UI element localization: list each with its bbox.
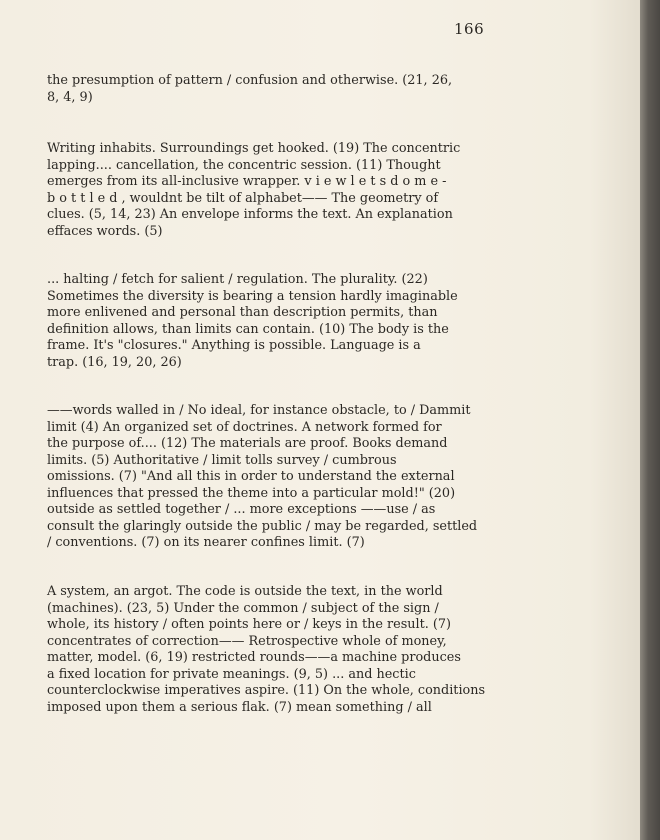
text-line: ... halting / fetch for salient / regulation. The plurality. (22): [47, 272, 428, 287]
text-line: ——words walled in / No ideal, for instance obstacle, to / Dammit: [47, 403, 471, 418]
paragraph-3: [47, 272, 607, 371]
text-line: omissions. (7) "And all this in order to understand the external: [47, 469, 455, 484]
text-line: trap. (16, 19, 20, 26): [47, 354, 182, 370]
text-line: frame. It's "closures." Anything is possible. Language is a: [47, 338, 421, 353]
text-line: a fixed location for private meanings. (9, 5) ... and hectic: [47, 666, 416, 682]
text-line: the purpose of.... (12) The materials are proof. Books demand: [47, 436, 448, 451]
text-line: A system, an argot. The code is outside the text, in the world: [47, 584, 443, 599]
text-line: emerges from its all-inclusive wrapper. v i e w l e t s d o m e -: [47, 174, 447, 189]
text-line: the presumption of pattern / confusion and otherwise. (21, 26,: [47, 73, 453, 88]
text-line: concentrates of correction—— Retrospective whole of money,: [47, 633, 447, 649]
text-line: Writing inhabits. Surroundings get hooked. (19) The concentric: [47, 141, 461, 156]
page-number: 166: [454, 20, 485, 38]
text-line: clues. (5, 14, 23) An envelope informs the text. An explanation: [47, 207, 453, 222]
text-line: Sometimes the diversity is bearing a tension hardly imaginable: [47, 288, 458, 304]
text-line: influences that pressed the theme into a particular mold!" (20): [47, 485, 456, 501]
text-line: imposed upon them a serious flak. (7) mean something / all: [47, 699, 432, 715]
book-gutter-edge: [640, 0, 660, 840]
text-line: counterclockwise imperatives aspire. (11) On the whole, conditions: [47, 683, 486, 698]
text-line: matter, model. (6, 19) restricted rounds——a machine produces: [47, 650, 461, 665]
paragraph-5: [47, 584, 607, 716]
text-line: whole, its history / often points here or / keys in the result. (7): [47, 617, 452, 632]
text-line: (machines). (23, 5) Under the common / subject of the sign /: [47, 600, 439, 616]
text-line: more enlivened and personal than description permits, than: [47, 305, 438, 320]
text-line: 8, 4, 9): [47, 89, 93, 105]
text-line: lapping.... cancellation, the concentric session. (11) Thought: [47, 157, 441, 173]
text-line: outside as settled together / ... more exceptions ——use / as: [47, 502, 436, 517]
text-line: b o t t l e d , wouldnt be tilt of alphabet—— The geometry of: [47, 190, 439, 206]
text-line: limits. (5) Authoritative / limit tolls survey / cumbrous: [47, 452, 397, 468]
text-line: definition allows, than limits can contain. (10) The body is the: [47, 321, 449, 337]
text-line: / conventions. (7) on its nearer confines limit. (7): [47, 535, 365, 550]
text-line: limit (4) An organized set of doctrines. A network formed for: [47, 419, 442, 435]
paragraph-4: [47, 403, 607, 552]
paragraph-2: [47, 141, 607, 240]
text-line: effaces words. (5): [47, 223, 163, 239]
text-line: consult the glaringly outside the public / may be regarded, settled: [47, 518, 478, 534]
paragraph-1: [47, 73, 607, 106]
